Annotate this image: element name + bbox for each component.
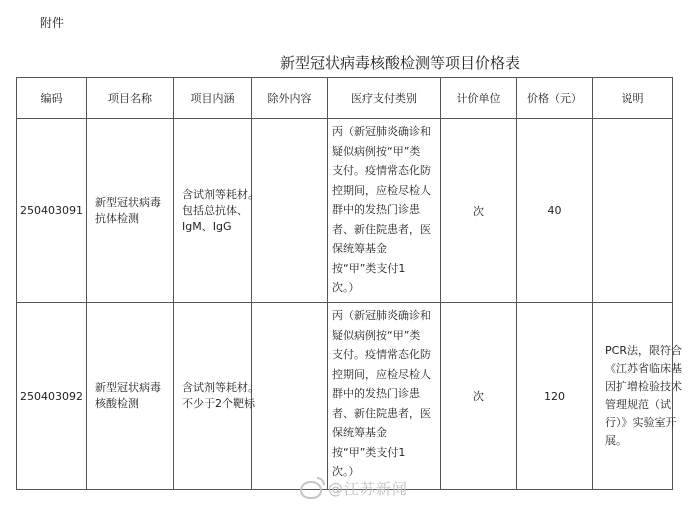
text-line: IgM、IgG bbox=[182, 219, 232, 233]
text-line: 新型冠状病毒 bbox=[95, 381, 161, 394]
text-line: 按“甲”类支付1 bbox=[332, 261, 406, 275]
text-line: 支付。疫情常态化防 bbox=[332, 164, 431, 177]
cell-unit: 次 bbox=[441, 119, 517, 303]
text-line: 《江苏省临床基 bbox=[605, 362, 682, 375]
text-line: 抗体检测 bbox=[95, 211, 139, 225]
text-line: 支付。疫情常态化防 bbox=[332, 348, 431, 361]
text-line: 保统筹基金 bbox=[332, 426, 387, 439]
cell-item-name bbox=[87, 119, 174, 303]
text-line: 包括总抗体、 bbox=[182, 203, 248, 217]
cell-payment-category bbox=[328, 303, 441, 490]
cell-item-content bbox=[174, 303, 259, 490]
text-line: 展。 bbox=[605, 434, 627, 447]
text-line: 管理规范（试 bbox=[605, 398, 671, 411]
header-item-content: 项目内涵 bbox=[174, 78, 252, 119]
text-line: 疑似病例按“甲”类 bbox=[332, 144, 421, 158]
cell-note bbox=[593, 119, 673, 303]
text-line: 行）》实验室开 bbox=[605, 416, 677, 429]
cell-payment-category bbox=[328, 119, 441, 303]
text-line: 疑似病例按“甲”类 bbox=[332, 328, 421, 342]
text-line: 因扩增检验技术 bbox=[605, 380, 682, 393]
table-header-row bbox=[17, 78, 673, 119]
header-item-name: 项目名称 bbox=[87, 78, 174, 119]
text-line: 保统筹基金 bbox=[332, 242, 387, 255]
attachment-label: 附件 bbox=[40, 16, 65, 30]
header-note: 说明 bbox=[593, 78, 673, 119]
text-line: 者、新住院患者，医 bbox=[332, 406, 431, 420]
text-line: 新型冠状病毒 bbox=[95, 195, 161, 209]
table-row bbox=[17, 303, 673, 490]
header-unit: 计价单位 bbox=[441, 78, 517, 119]
table-row bbox=[17, 119, 673, 303]
cell-item-name bbox=[87, 303, 174, 490]
text-line: 含试剂等耗材。 bbox=[182, 381, 259, 394]
text-line: 控期间，应检尽检人 bbox=[332, 183, 431, 197]
text-line: PCR法，限符合 bbox=[605, 344, 682, 357]
header-price: 价格（元） bbox=[517, 78, 593, 119]
cell-item-content bbox=[174, 119, 259, 303]
cell-price: 40 bbox=[517, 119, 593, 303]
price-table bbox=[16, 77, 682, 490]
text-line: 次。） bbox=[332, 281, 360, 294]
weibo-logo-icon bbox=[300, 481, 322, 499]
cell-excluded bbox=[252, 119, 328, 303]
cell-excluded bbox=[252, 303, 328, 490]
cell-price: 120 bbox=[517, 303, 593, 490]
text-line: 不少于2个靶标 bbox=[182, 397, 255, 410]
cell-code: 250403092 bbox=[17, 303, 87, 490]
text-line: 丙（新冠肺炎确诊和 bbox=[332, 125, 431, 138]
watermark-text: @江苏新闻 bbox=[328, 480, 409, 498]
document-title: 新型冠状病毒核酸检测等项目价格表 bbox=[279, 54, 520, 72]
text-line: 含试剂等耗材。 bbox=[182, 187, 259, 201]
cell-unit: 次 bbox=[441, 303, 517, 490]
text-line: 者、新住院患者，医 bbox=[332, 222, 431, 236]
cell-code: 250403091 bbox=[17, 119, 87, 303]
text-line: 控期间，应检尽检人 bbox=[332, 367, 431, 381]
header-code: 编码 bbox=[17, 78, 87, 119]
header-excluded: 除外内容 bbox=[252, 78, 328, 119]
cell-note bbox=[593, 303, 682, 490]
weibo-watermark bbox=[300, 478, 408, 499]
text-line: 次。） bbox=[332, 465, 360, 478]
text-line: 群中的发热门诊患 bbox=[332, 387, 420, 400]
text-line: 丙（新冠肺炎确诊和 bbox=[332, 309, 431, 322]
text-line: 按“甲”类支付1 bbox=[332, 445, 406, 459]
text-line: 群中的发热门诊患 bbox=[332, 203, 420, 216]
text-line: 核酸检测 bbox=[95, 397, 139, 410]
header-payment-category: 医疗支付类别 bbox=[328, 78, 441, 119]
